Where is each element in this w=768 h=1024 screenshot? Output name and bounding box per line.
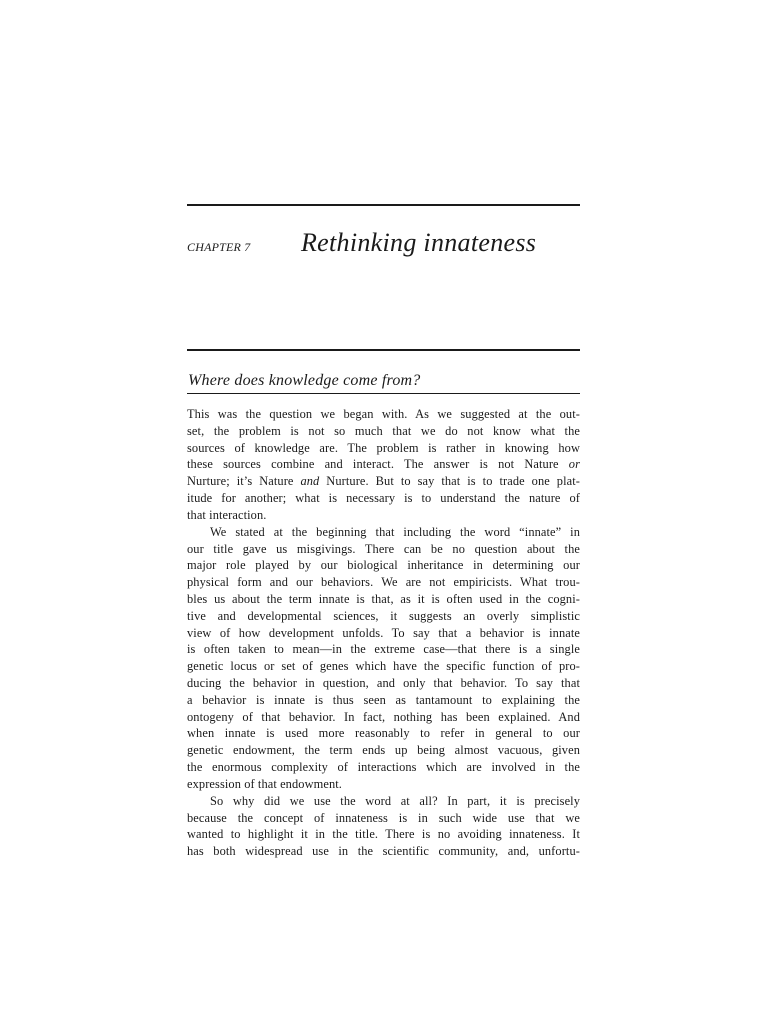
text-line: major role played by our biological inheritance in determining our: [187, 558, 580, 573]
text-line: that interaction.: [187, 507, 267, 522]
emphasis-or: or: [568, 457, 580, 472]
text-line: This was the question we began with. As we suggested at the out-: [187, 407, 580, 421]
section-underline-rule: [187, 393, 580, 394]
text-line: view of how development unfolds. To say that a behavior is innate: [187, 625, 580, 640]
section-heading: Where does knowledge come from?: [188, 372, 421, 389]
text-line: set, the problem is not so much that we do not know what the: [187, 423, 580, 438]
text-line: [187, 473, 580, 490]
chapter-title: Rethinking innateness: [301, 228, 537, 257]
emphasis-and: and: [300, 474, 320, 489]
paragraph-1: [187, 406, 580, 524]
text-line: ontogeny of that behavior. In fact, nothing has been explained. And: [187, 709, 580, 724]
text-line: ducing the behavior in question, and only that behavior. To say that: [187, 676, 580, 690]
text-line: So why did we use the word at all? In part, it is precisely: [210, 793, 580, 808]
text-line: tive and developmental sciences, it suggests an overly simplistic: [187, 608, 580, 623]
text-run: Nurture. But to say that is to trade one plat-: [319, 474, 580, 489]
text-run: these sources combine and interact. The answer is not Nature: [187, 457, 569, 472]
text-line: when innate is used more reasonably to refer in general to our: [187, 726, 580, 741]
text-line: has both widespread use in the scientific community, and, unfortu-: [187, 844, 580, 859]
text-line: the enormous complexity of interactions which are involved in the: [187, 760, 580, 775]
text-line: because the concept of innateness is in such wide use that we: [187, 810, 580, 825]
text-line: our title gave us misgivings. There can be no question about the: [187, 541, 580, 556]
paragraph-3: [187, 793, 580, 860]
text-line: [187, 456, 580, 473]
text-line: sources of knowledge are. The problem is rather in knowing how: [187, 440, 580, 455]
paragraph-2: [187, 524, 580, 793]
text-line: genetic endowment, the term ends up being almost vacuous, given: [187, 743, 580, 758]
chapter-top-rule: [187, 204, 580, 206]
text-line: bles us about the term innate is that, as it is often used in the cogni-: [187, 591, 580, 606]
text-run: Nurture; it’s Nature: [187, 474, 301, 489]
text-line: itude for another; what is necessary is to understand the nature of: [187, 491, 580, 506]
text-line: wanted to highlight it in the title. There is no avoiding innateness. It: [187, 827, 580, 842]
text-line: physical form and our behaviors. We are not empiricists. What trou-: [187, 575, 580, 590]
section-top-rule: [187, 349, 580, 351]
text-line: is often taken to mean—in the extreme case—that there is a single: [187, 642, 580, 657]
text-line: We stated at the beginning that including the word “innate” in: [210, 524, 580, 539]
body-text: [187, 406, 580, 860]
chapter-label: CHAPTER 7: [187, 240, 251, 254]
text-line: genetic locus or set of genes which have the specific function of pro-: [187, 659, 580, 674]
text-line: expression of that endowment.: [187, 776, 342, 791]
text-line: a behavior is innate is thus seen as tantamount to explaining the: [187, 692, 580, 707]
